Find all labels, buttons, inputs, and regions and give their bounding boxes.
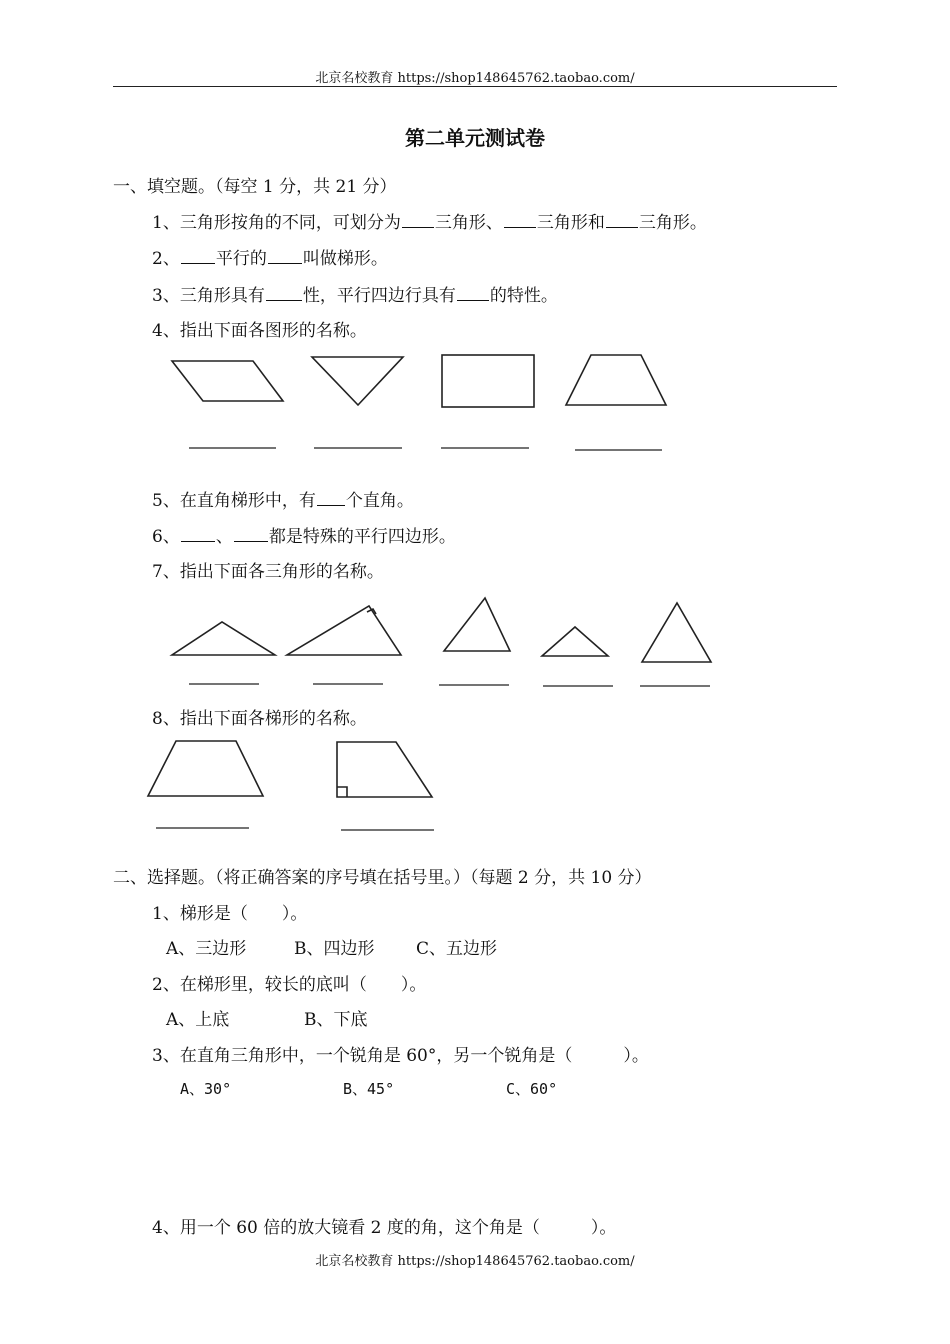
option-2-1-a: A、三边形 [166, 939, 247, 959]
question-1-7: 7、指出下面各三角形的名称。 [152, 562, 384, 582]
q5-text-a: 5、在直角梯形中，有 [152, 491, 316, 511]
isosceles-trapezoid-figure [148, 741, 263, 796]
q6-text-a: 6、 [152, 527, 180, 547]
q1-text-b: 三角形、 [434, 213, 503, 233]
section1-heading: 一、填空题。（每空 1 分，共 21 分） [113, 177, 397, 197]
q2-text-a: 2、 [152, 249, 180, 269]
q1-text-a: 1、三角形按角的不同，可划分为 [152, 213, 401, 233]
q3-text-b: 性，平行四边行具有 [302, 286, 456, 306]
obtuse-triangle-figure [172, 622, 275, 655]
option-2-3-b: B、45° [343, 1080, 395, 1098]
inverted-triangle-figure [312, 357, 403, 405]
page-footer: 北京名校教育 https://shop148645762.taobao.com/ [315, 1254, 635, 1269]
q2-text-b: 平行的 [215, 249, 267, 269]
q2-text-c: 叫做梯形。 [302, 249, 388, 269]
question-1-8: 8、指出下面各梯形的名称。 [152, 709, 367, 729]
small-triangle-figure [542, 627, 608, 656]
page-title: 第二单元测试卷 [405, 126, 545, 150]
parallelogram-figure [172, 361, 283, 401]
option-2-2-a: A、上底 [166, 1010, 230, 1030]
option-2-2-b: B、下底 [304, 1010, 368, 1030]
right-triangle-figure [287, 606, 401, 655]
question-2-2: 2、在梯形里，较长的底叫（ ）。 [152, 975, 427, 995]
option-2-3-a: A、30° [180, 1080, 232, 1098]
q1-text-c: 三角形和 [536, 213, 605, 233]
section2-heading: 二、选择题。（将正确答案的序号填在括号里。）（每题 2 分，共 10 分） [113, 868, 652, 888]
option-2-1-b: B、四边形 [294, 939, 375, 959]
question-2-3: 3、在直角三角形中，一个锐角是 60°，另一个锐角是（ ）。 [152, 1046, 649, 1066]
trapezoid-figure [566, 355, 666, 405]
q3-text-a: 3、三角形具有 [152, 286, 265, 306]
equilateral-triangle-figure [642, 603, 711, 662]
option-2-1-c: C、五边形 [416, 939, 498, 959]
question-1-4: 4、指出下面各图形的名称。 [152, 321, 367, 341]
q1-text-d: 三角形。 [638, 213, 707, 233]
q3-text-c: 的特性。 [489, 286, 558, 306]
right-angle-mark [367, 609, 376, 614]
q5-text-b: 个直角。 [345, 491, 414, 511]
page-header: 北京名校教育 https://shop148645762.taobao.com/ [315, 71, 635, 86]
q6-text-b: 、 [215, 527, 233, 547]
right-trapezoid-figure [337, 742, 432, 797]
question-2-4: 4、用一个 60 倍的放大镜看 2 度的角，这个角是（ ）。 [152, 1218, 617, 1238]
acute-triangle-figure [444, 598, 510, 651]
option-2-3-c: C、60° [506, 1080, 558, 1098]
right-angle-mark [337, 787, 347, 797]
q6-text-c: 都是特殊的平行四边形。 [268, 527, 456, 547]
rectangle-figure [442, 355, 534, 407]
question-2-1: 1、梯形是（ ）。 [152, 904, 308, 924]
